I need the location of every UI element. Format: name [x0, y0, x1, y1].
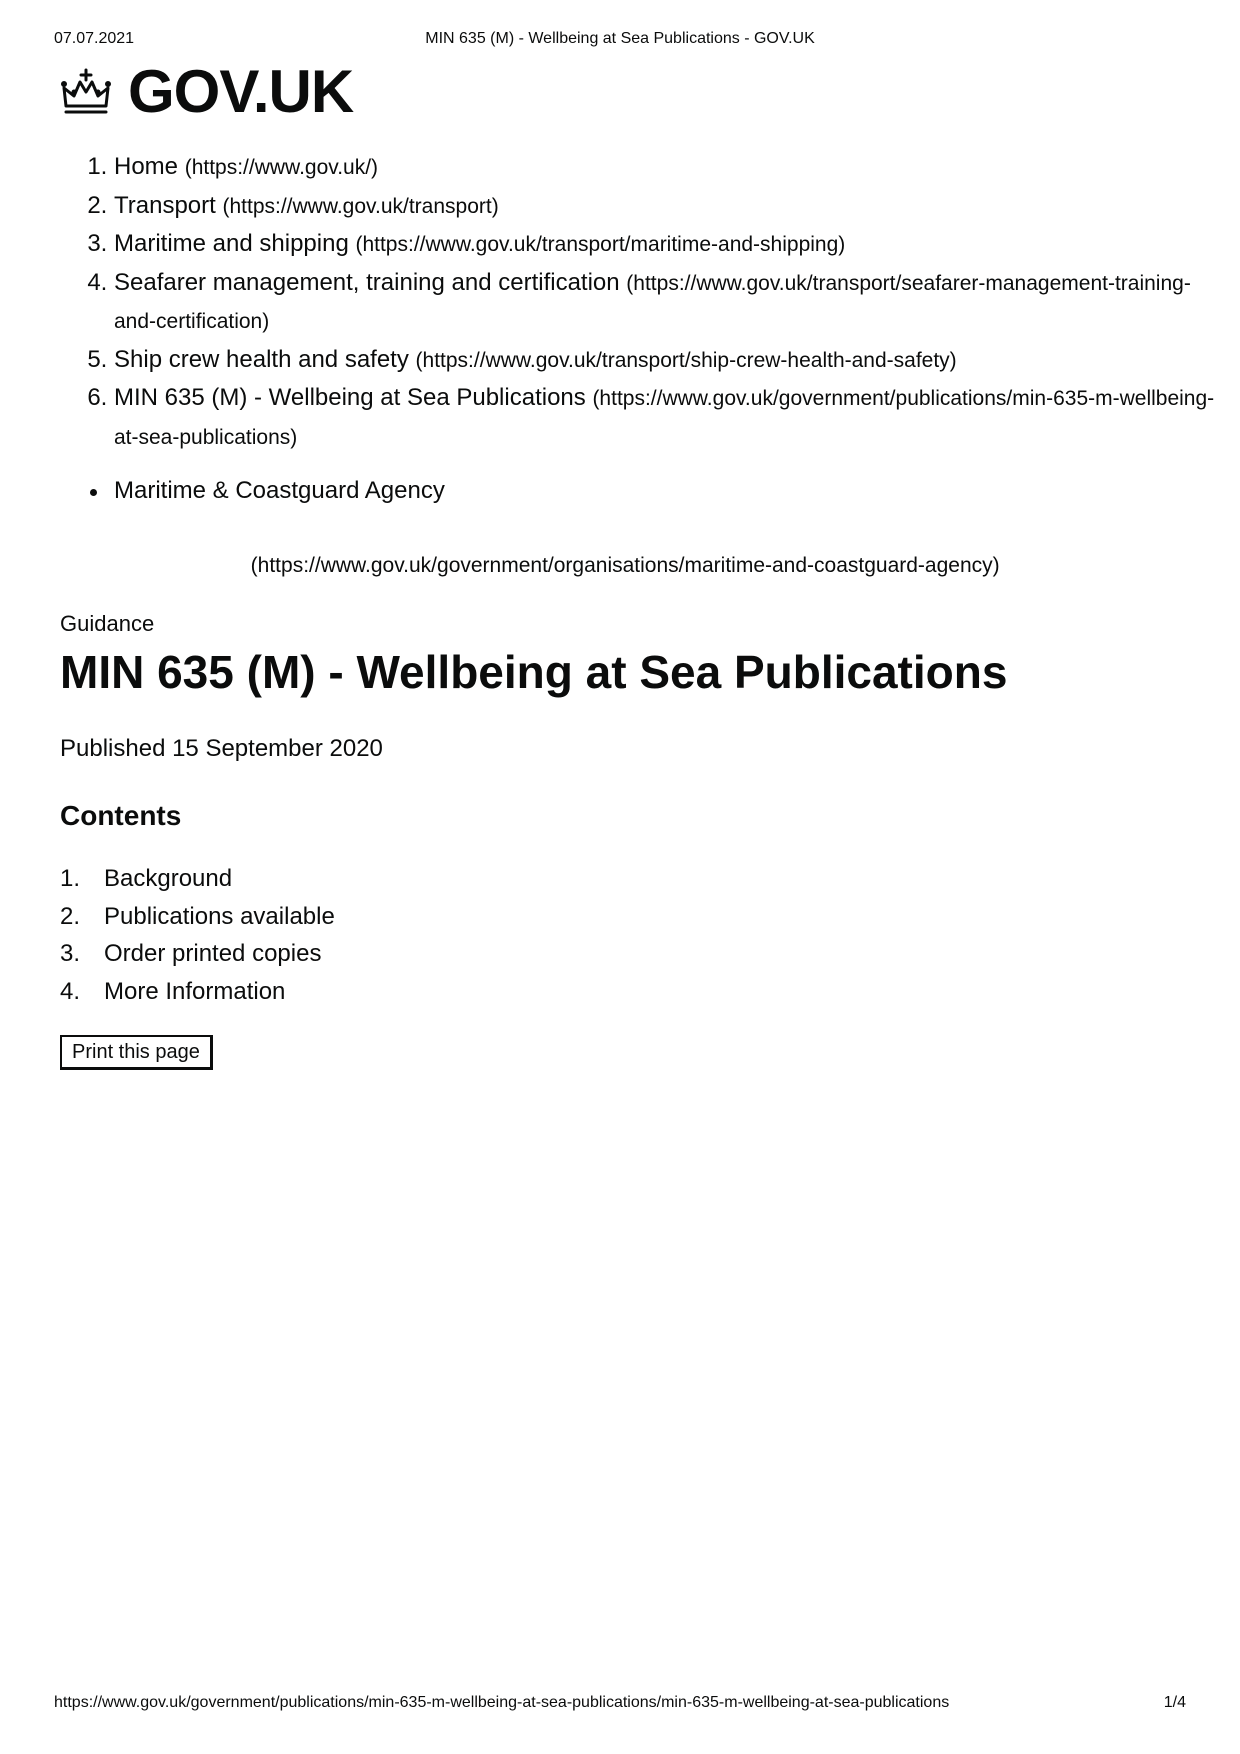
breadcrumb-label: Ship crew health and safety: [114, 345, 409, 373]
breadcrumb-url: (https://www.gov.uk/government/publications/min-635-m-wellbeing-at-sea-publications): [114, 387, 1215, 449]
organisation-url: (https://www.gov.uk/government/organisations/maritime-and-coastguard-agency): [250, 554, 1000, 577]
contents-list: [60, 860, 335, 1010]
breadcrumb-url: (https://www.gov.uk/transport): [222, 194, 499, 218]
contents-label: Order printed copies: [104, 940, 322, 967]
contents-label: Publications available: [104, 902, 335, 930]
organisation-link[interactable]: [114, 472, 1000, 585]
breadcrumb-label: MIN 635 (M) - Wellbeing at Sea Publications: [114, 384, 586, 411]
contents-label: Background: [104, 865, 233, 892]
breadcrumb: [82, 148, 1224, 456]
breadcrumb-url: (https://www.gov.uk/transport/seafarer-management-training-and-certification): [114, 271, 1191, 333]
print-date: 07.07.2021: [54, 30, 135, 47]
breadcrumb-item-seafarer[interactable]: [114, 264, 1224, 341]
breadcrumb-label: Maritime and shipping: [114, 230, 349, 257]
contents-item-order[interactable]: [60, 935, 335, 973]
breadcrumb-item-current[interactable]: [114, 379, 1224, 456]
breadcrumb-item-transport[interactable]: [114, 187, 1224, 226]
breadcrumb-item-home[interactable]: [114, 148, 1224, 187]
breadcrumb-item-ship-crew[interactable]: [114, 341, 1224, 380]
contents-number: 4.: [60, 977, 81, 1005]
contents-heading: Contents: [60, 800, 182, 831]
print-footer: [54, 1694, 1186, 1714]
breadcrumb-label: Transport: [114, 191, 216, 219]
page-number: 1/4: [1163, 1694, 1186, 1711]
contents-number: 2.: [60, 902, 81, 930]
contents-item-more-info[interactable]: [60, 973, 335, 1011]
contents-item-background[interactable]: [60, 860, 335, 898]
breadcrumb-url: (https://www.gov.uk/transport/maritime-and-shipping): [355, 233, 846, 256]
print-page-button[interactable]: Print this page: [60, 1035, 213, 1070]
breadcrumb-url: (https://www.gov.uk/): [184, 156, 379, 179]
contents-label: More Information: [104, 977, 286, 1005]
contents-item-publications[interactable]: [60, 898, 335, 936]
breadcrumb-label: Home: [114, 153, 179, 180]
logo-text: GOV.UK: [128, 58, 354, 125]
breadcrumb-label: Seafarer management, training and certification: [114, 268, 620, 296]
print-footer-url: https://www.gov.uk/government/publications/min-635-m-wellbeing-at-sea-publications/min-635-m-wellbeing-at-sea-publications: [54, 1694, 950, 1711]
contents-number: 3.: [60, 940, 81, 967]
organisation-name: Maritime & Coastguard Agency: [114, 477, 445, 504]
document-type: Guidance: [60, 611, 155, 636]
page-title: MIN 635 (M) - Wellbeing at Sea Publications: [60, 646, 1008, 698]
published-date: Published 15 September 2020: [60, 735, 383, 762]
organisation-list: [82, 472, 1000, 585]
print-document-title: MIN 635 (M) - Wellbeing at Sea Publications - GOV.UK: [425, 30, 815, 47]
breadcrumb-item-maritime[interactable]: [114, 225, 1224, 264]
contents-number: 1.: [60, 865, 81, 892]
govuk-logo[interactable]: [58, 58, 354, 125]
print-header: [54, 30, 1186, 50]
crown-icon: [58, 68, 114, 116]
breadcrumb-url: (https://www.gov.uk/transport/ship-crew-health-and-safety): [415, 348, 957, 372]
